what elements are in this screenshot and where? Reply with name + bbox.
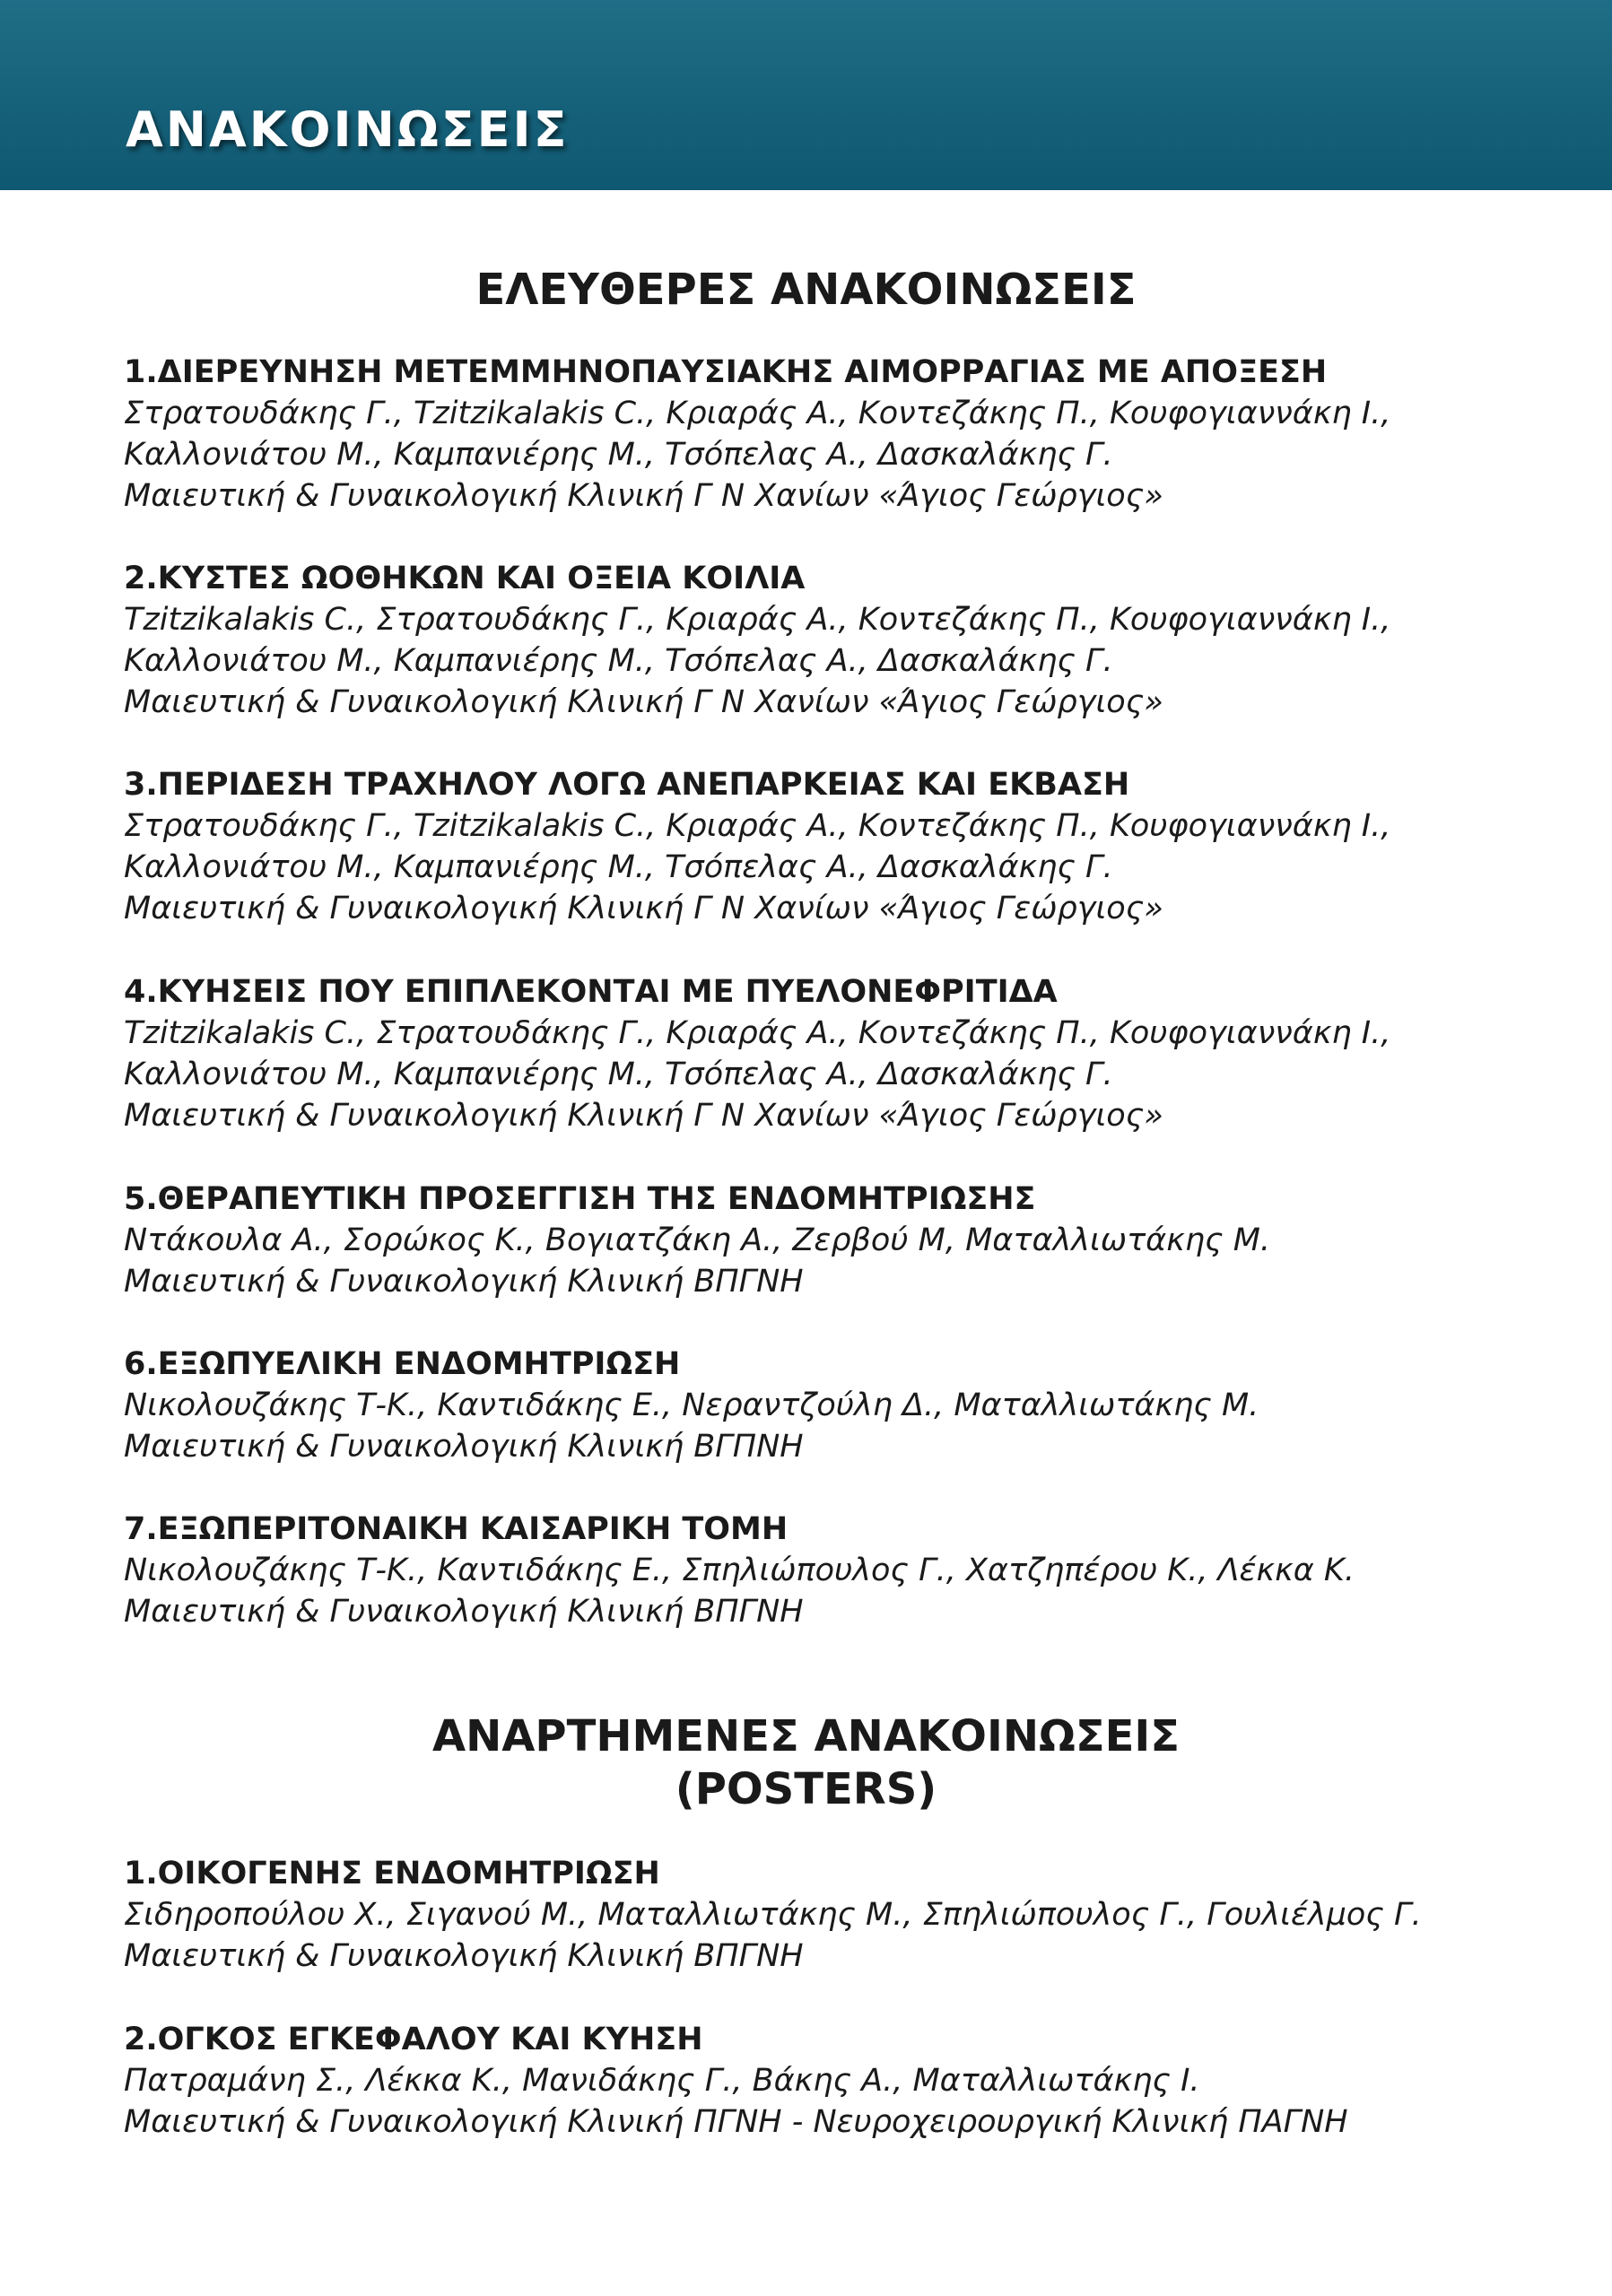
entry-free-7: [124, 1509, 1541, 1632]
entry-authors: Καλλονιάτου Μ., Καμπανιέρης Μ., Τσόπελας Α., Δασκαλάκης Γ.: [124, 643, 1113, 679]
entry-authors: Καλλονιάτου Μ., Καμπανιέρης Μ., Τσόπελας Α., Δασκαλάκης Γ.: [124, 437, 1113, 473]
entry-title: 2.ΟΓΚΟΣ ΕΓΚΕΦΑΛΟΥ ΚΑΙ ΚΥΗΣΗ: [124, 2022, 703, 2057]
entry-authors: Νικολουζάκης Τ-Κ., Καντιδάκης Ε., Σπηλιώπουλος Γ., Χατζηπέρου Κ., Λέκκα Κ.: [124, 1552, 1355, 1588]
entry-free-3: [124, 764, 1541, 929]
entry-poster-2: [124, 2019, 1541, 2143]
section-title-free: ΕΛΕΥΘΕΡΕΣ ΑΝΑΚΟΙΝΩΣΕΙΣ: [475, 265, 1137, 315]
entry-affiliation: Μαιευτική & Γυναικολογική Κλινική Γ Ν Χανίων «Άγιος Γεώργιος»: [124, 684, 1163, 720]
entry-free-6: [124, 1344, 1541, 1467]
entry-affiliation: Μαιευτική & Γυναικολογική Κλινική ΒΠΓΝΗ: [124, 1938, 804, 1974]
entry-authors: Καλλονιάτου Μ., Καμπανιέρης Μ., Τσόπελας Α., Δασκαλάκης Γ.: [124, 1057, 1113, 1092]
entry-authors: Στρατουδάκης Γ., Tzitzikalakis C., Κριαράς Α., Κοντεζάκης Π., Κουφογιαννάκη Ι.,: [124, 808, 1391, 844]
entry-authors: Tzitzikalakis C., Στρατουδάκης Γ., Κριαράς Α., Κοντεζάκης Π., Κουφογιαννάκη Ι.,: [124, 602, 1391, 638]
header-title: ΑΝΑΚΟΙΝΩΣΕΙΣ: [126, 101, 570, 158]
entry-authors: Στρατουδάκης Γ., Tzitzikalakis C., Κριαράς Α., Κοντεζάκης Π., Κουφογιαννάκη Ι.,: [124, 396, 1391, 431]
entry-title: 7.ΕΞΩΠΕΡΙΤΟΝΑΙΚΗ ΚΑΙΣΑΡΙΚΗ ΤΟΜΗ: [124, 1511, 789, 1547]
entry-free-2: [124, 558, 1541, 723]
header-banner: [0, 0, 1612, 190]
entry-affiliation: Μαιευτική & Γυναικολογική Κλινική ΒΓΠΝΗ: [124, 1429, 804, 1465]
entry-authors: Πατραμάνη Σ., Λέκκα Κ., Μανιδάκης Γ., Βάκης Α., Ματαλλιωτάκης Ι.: [124, 2063, 1200, 2099]
entry-affiliation: Μαιευτική & Γυναικολογική Κλινική ΠΓΝΗ - Νευροχειρουργική Κλινική ΠΑΓΝΗ: [124, 2104, 1348, 2140]
entry-affiliation: Μαιευτική & Γυναικολογική Κλινική ΒΠΓΝΗ: [124, 1264, 804, 1300]
entry-title: 1.ΔΙΕΡΕΥΝΗΣΗ ΜΕΤΕΜΜΗΝΟΠΑΥΣΙΑΚΗΣ ΑΙΜΟΡΡΑΓΙΑΣ ΜΕ ΑΠΟΞΕΣΗ: [124, 354, 1328, 390]
entry-title: 2.ΚΥΣΤΕΣ ΩΟΘΗΚΩΝ ΚΑΙ ΟΞΕΙΑ ΚΟΙΛΙΑ: [124, 561, 806, 596]
entry-authors: Νικολουζάκης Τ-Κ., Καντιδάκης Ε., Νεραντζούλη Δ., Ματαλλιωτάκης Μ.: [124, 1387, 1259, 1423]
entry-free-1: [124, 352, 1541, 517]
entry-affiliation: Μαιευτική & Γυναικολογική Κλινική ΒΠΓΝΗ: [124, 1594, 804, 1630]
entry-authors: Σιδηροπούλου Χ., Σιγανού Μ., Ματαλλιωτάκης Μ., Σπηλιώπουλος Γ., Γουλιέλμος Γ.: [124, 1897, 1422, 1933]
entry-title: 1.ΟΙΚΟΓΕΝΗΣ ΕΝΔΟΜΗΤΡΙΩΣΗ: [124, 1856, 660, 1892]
entry-title: 5.ΘΕΡΑΠΕΥΤΙΚΗ ΠΡΟΣΕΓΓΙΣΗ ΤΗΣ ΕΝΔΟΜΗΤΡΙΩΣΗΣ: [124, 1181, 1036, 1217]
entry-free-5: [124, 1178, 1541, 1302]
section-subtitle-posters: (POSTERS): [675, 1764, 937, 1814]
entry-authors: Tzitzikalakis C., Στρατουδάκης Γ., Κριαράς Α., Κοντεζάκης Π., Κουφογιαννάκη Ι.,: [124, 1015, 1391, 1051]
entry-poster-1: [124, 1853, 1541, 1977]
entry-affiliation: Μαιευτική & Γυναικολογική Κλινική Γ Ν Χανίων «Άγιος Γεώργιος»: [124, 478, 1163, 514]
entry-authors: Ντάκουλα Α., Σορώκος Κ., Βογιατζάκη Α., Ζερβού Μ, Ματαλλιωτάκης Μ.: [124, 1222, 1271, 1258]
entry-title: 4.ΚΥΗΣΕΙΣ ΠΟΥ ΕΠΙΠΛΕΚΟΝΤΑΙ ΜΕ ΠΥΕΛΟΝΕΦΡΙΤΙΔΑ: [124, 974, 1058, 1010]
section-title-posters: ΑΝΑΡΤΗΜΕΝΕΣ ΑΝΑΚΟΙΝΩΣΕΙΣ: [431, 1711, 1181, 1761]
entry-free-4: [124, 971, 1541, 1136]
entry-title: 6.ΕΞΩΠΥΕΛΙΚΗ ΕΝΔΟΜΗΤΡΙΩΣΗ: [124, 1346, 681, 1382]
entry-authors: Καλλονιάτου Μ., Καμπανιέρης Μ., Τσόπελας Α., Δασκαλάκης Γ.: [124, 849, 1113, 885]
entry-affiliation: Μαιευτική & Γυναικολογική Κλινική Γ Ν Χανίων «Άγιος Γεώργιος»: [124, 1098, 1163, 1134]
entry-affiliation: Μαιευτική & Γυναικολογική Κλινική Γ Ν Χανίων «Άγιος Γεώργιος»: [124, 891, 1163, 926]
entry-title: 3.ΠΕΡΙΔΕΣΗ ΤΡΑΧΗΛΟΥ ΛΟΓΩ ΑΝΕΠΑΡΚΕΙΑΣ ΚΑΙ ΕΚΒΑΣΗ: [124, 767, 1130, 803]
